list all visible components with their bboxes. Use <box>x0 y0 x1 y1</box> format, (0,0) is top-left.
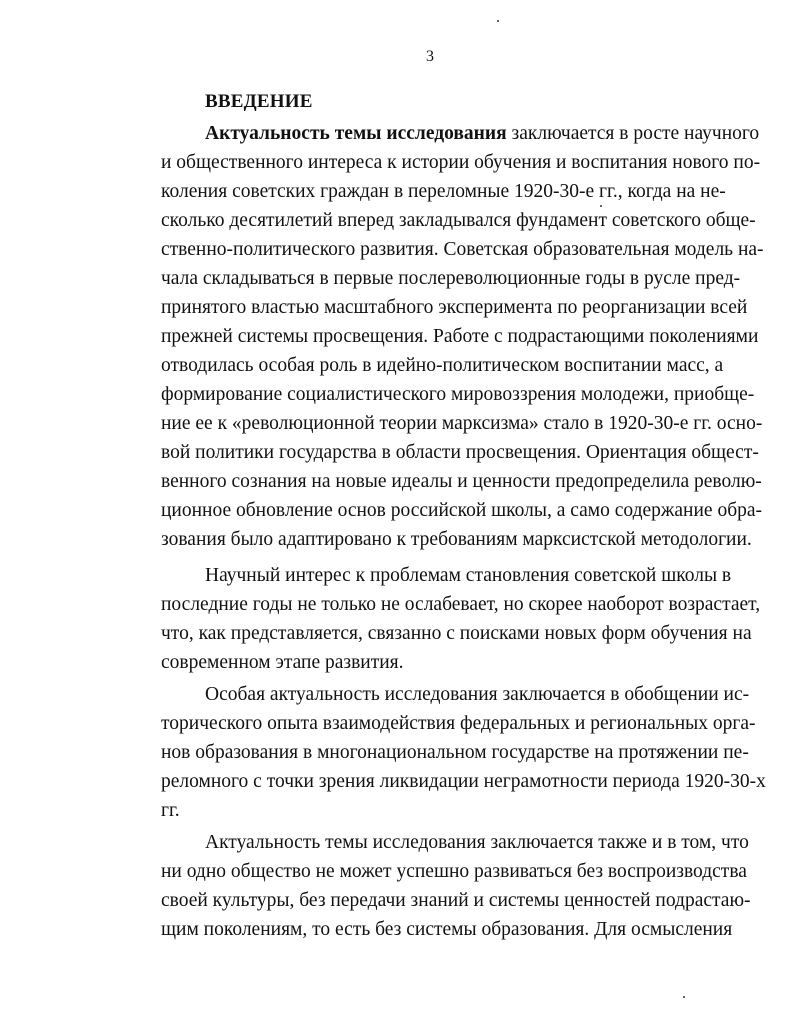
paragraph-4-line: щим поколениям, то есть без системы образования. Для осмысления <box>161 919 733 940</box>
paragraph-3-line: нов образования в многонациональном государстве на протяжении пе- <box>161 742 749 763</box>
paragraph-1-line: сколько десятилетий вперед закладывался фундамент советского обще- <box>161 210 756 231</box>
paragraph-1-line: чала складываться в первые послереволюционные годы в русле пред- <box>161 268 741 289</box>
section-heading: ВВЕДЕНИЕ <box>205 91 313 112</box>
scan-speck <box>683 996 685 998</box>
paragraph-1-line: принятого властью масштабного эксперимента по реорганизации всей <box>161 297 748 318</box>
paragraph-2-line: Научный интерес к проблемам становления советской школы в <box>205 565 732 586</box>
paragraph-4-line: ни одно общество не может успешно развиваться без воспроизводства <box>161 861 747 882</box>
paragraph-1-line: ционное обновление основ российской школы, а само содержание обра- <box>161 500 763 521</box>
paragraph-1-line: зования было адаптировано к требованиям марксистской методологии. <box>161 529 752 550</box>
paragraph-1-line: коления советских граждан в переломные 1920-30-е гг., когда на не- <box>161 181 726 202</box>
paragraph-2-line: современном этапе развития. <box>161 652 404 673</box>
paragraph-2-line: последние годы не только не ослабевает, но скорее наоборот возрастает, <box>161 594 761 615</box>
paragraph-3-line: Особая актуальность исследования заключается в обобщении ис- <box>205 684 750 705</box>
paragraph-1-line: отводилась особая роль в идейно-политическом воспитании масс, а <box>161 355 724 376</box>
paragraph-1-line: формирование социалистического мировоззрения молодежи, приобще- <box>161 384 755 405</box>
paragraph-3-line: торического опыта взаимодействия федеральных и региональных орга- <box>161 713 756 734</box>
paragraph-2-line: что, как представляется, связанно с поисками новых форм обучения на <box>161 623 752 644</box>
bold-lead-phrase: Актуальность темы исследования <box>205 123 507 144</box>
paragraph-1-line: вой политики государства в области просвещения. Ориентация общест- <box>161 442 759 463</box>
paragraph-3-line: реломного с точки зрения ликвидации неграмотности периода 1920-30-х <box>161 771 766 792</box>
paragraph-1-line: венного сознания на новые идеалы и ценности предопределила револю- <box>161 471 762 492</box>
paragraph-1-line: и общественного интереса к истории обучения и воспитания нового по- <box>161 152 761 173</box>
scan-speck <box>600 205 602 207</box>
paragraph-1-line: ние ее к «революционной теории марксизма» стало в 1920-30-е гг. осно- <box>161 413 763 434</box>
paragraph-4-line: Актуальность темы исследования заключается также и в том, что <box>205 832 749 853</box>
text-run: заключается в росте научного <box>506 123 760 144</box>
page-number: 3 <box>426 48 434 65</box>
paragraph-1-line: ственно-политического развития. Советская образовательная модель на- <box>161 239 764 260</box>
paragraph-3-line: гг. <box>161 800 180 821</box>
paragraph-4-line: своей культуры, без передачи знаний и системы ценностей подрастаю- <box>161 890 751 911</box>
paragraph-1-line: прежней системы просвещения. Работе с подрастающими поколениями <box>161 326 759 347</box>
scan-speck <box>497 20 499 22</box>
paragraph-1-line <box>205 122 760 146</box>
